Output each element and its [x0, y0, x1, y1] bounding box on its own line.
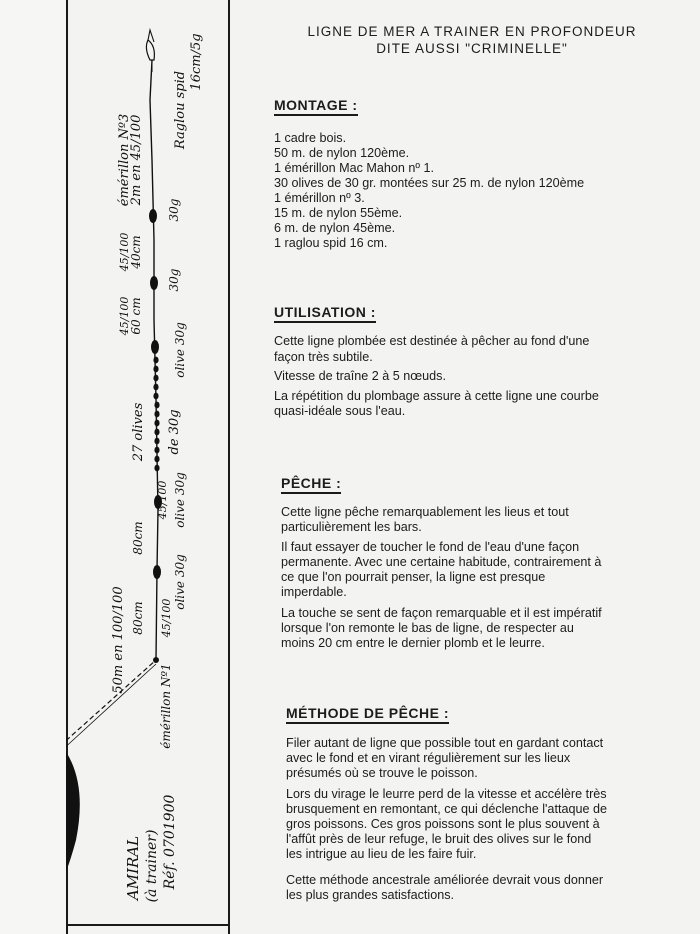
- list-item: 6 m. de nylon 45ème.: [274, 221, 396, 235]
- text-line: brusquement en remontant, ce qui déclenche l'attaque de: [286, 802, 607, 816]
- seg-40cm-label: 40cm: [129, 235, 143, 269]
- text-line: Vitesse de traîne 2 à 5 nœuds.: [274, 369, 446, 383]
- text-line: Cette ligne pêche remarquablement les lieus et tout: [281, 505, 569, 519]
- text-line: Cette méthode ancestrale améliorée devrait vous donner: [286, 873, 604, 887]
- seg-60cm-label: 60 cm: [129, 297, 143, 335]
- list-item: 50 m. de nylon 120ème.: [274, 146, 410, 160]
- text-line: façon très subtile.: [274, 350, 373, 364]
- olives-weight-label: de 30g: [167, 409, 182, 455]
- text-line: Il faut essayer de toucher le fond de l'eau d'une façon: [281, 540, 580, 554]
- main-line-label: 50m en 100/100: [111, 586, 126, 694]
- olive-30g-label-c: olive 30g: [173, 322, 187, 378]
- lure-name-label: Raglou spid: [173, 70, 188, 150]
- text-line: particulièrement les bars.: [281, 520, 422, 534]
- text-line: les plus grandes satisfactions.: [286, 888, 455, 902]
- lure-size-label: 16cm/5g: [189, 33, 204, 91]
- seg-80cm-label-a: 80cm: [131, 521, 145, 555]
- rig-diagram: [66, 0, 230, 934]
- text-line: l'affût près de leur refuge, le bruit des olives sur le fond: [286, 832, 592, 846]
- seg-80cm-label-b: 80cm: [131, 601, 145, 635]
- text-line: imperdable.: [281, 585, 347, 599]
- text-line: les intrigue au lieu de les faire fuir.: [286, 847, 477, 861]
- text-line: ce que l'on pourrait penser, la ligne est presque: [281, 570, 546, 584]
- text-line: présumés où se trouve le poisson.: [286, 766, 478, 780]
- olive-icon: [149, 209, 157, 223]
- montage-heading: MONTAGE :: [274, 97, 358, 116]
- utilisation-heading: UTILISATION :: [274, 304, 376, 323]
- instructions-column: [262, 0, 700, 934]
- olive-80-label-b: olive 30g: [173, 554, 187, 610]
- seg-80cm-gauge-a: 45/100: [156, 480, 169, 520]
- winding-frame: [66, 745, 80, 885]
- olives-count-label: 27 olives: [131, 402, 146, 462]
- list-item: 1 émérillon Mac Mahon nº 1.: [274, 161, 434, 175]
- olive-icon: [150, 276, 158, 290]
- reference-label: Réf. 0701900: [162, 794, 178, 890]
- frame-note-label: (à trainer): [144, 829, 160, 903]
- text-line: gros poissons. Ces gros poissons sont le plus souvent à: [286, 817, 600, 831]
- rig-diagram-svg: [66, 0, 230, 934]
- seg-60cm-gauge: 45/100: [118, 296, 131, 336]
- olive-30g-label-a: 30g: [167, 198, 181, 222]
- text-line: quasi-idéale sous l'eau.: [274, 404, 406, 418]
- text-line: Lors du virage le leurre perd de la vitesse et accélère très: [286, 787, 607, 801]
- scan-margin: [0, 0, 66, 934]
- seg-80cm-gauge-b: 45/100: [160, 598, 173, 638]
- text-line: lorsque l'on remonte le bas de ligne, de respecter au: [281, 621, 574, 635]
- list-item: 1 raglou spid 16 cm.: [274, 236, 388, 250]
- seg-40cm-gauge: 45/100: [118, 232, 131, 272]
- text-line: La touche se sent de façon remarquable et il est impératif: [281, 606, 602, 620]
- segment-top-label: 2m en 45/100: [129, 114, 144, 206]
- text-line: moins 20 cm entre le dernier plomb et le leurre.: [281, 636, 545, 650]
- list-item: 15 m. de nylon 55ème.: [274, 206, 403, 220]
- list-item: 1 émérillon nº 3.: [274, 191, 365, 205]
- olive-30g-label-b: 30g: [167, 268, 181, 292]
- text-line: permanente. Avec une certaine habitude, contrairement à: [281, 555, 602, 569]
- frame-name-label: AMIRAL: [124, 835, 142, 901]
- text-line: La répétition du plombage assure à cette ligne une courbe: [274, 389, 599, 403]
- olive-icon: [153, 565, 161, 579]
- text-line: avec le fond et en virant régulièrement sur les lieux: [286, 751, 571, 765]
- text-line: Filer autant de ligne que possible tout en gardant contact: [286, 736, 604, 750]
- peche-heading: PÊCHE :: [281, 475, 341, 494]
- lure-icon: [146, 30, 154, 72]
- olive-icon: [151, 340, 159, 354]
- list-item: 1 cadre bois.: [274, 131, 347, 145]
- swivel-1-label: émérillon Nº1: [159, 663, 173, 749]
- list-item: 30 olives de 30 gr. montées sur 25 m. de nylon 120ème: [274, 176, 585, 190]
- methode-heading: MÉTHODE DE PÊCHE :: [286, 705, 449, 724]
- text-line: Cette ligne plombée est destinée à pêcher au fond d'une: [274, 334, 590, 348]
- document-title: LIGNE DE MER A TRAINER EN PROFONDEUR: [307, 24, 637, 39]
- olive-80-label-a: olive 30g: [173, 472, 187, 528]
- swivel-3-label: émérillon Nº3: [117, 113, 132, 207]
- document-subtitle: DITE AUSSI "CRIMINELLE": [376, 41, 568, 56]
